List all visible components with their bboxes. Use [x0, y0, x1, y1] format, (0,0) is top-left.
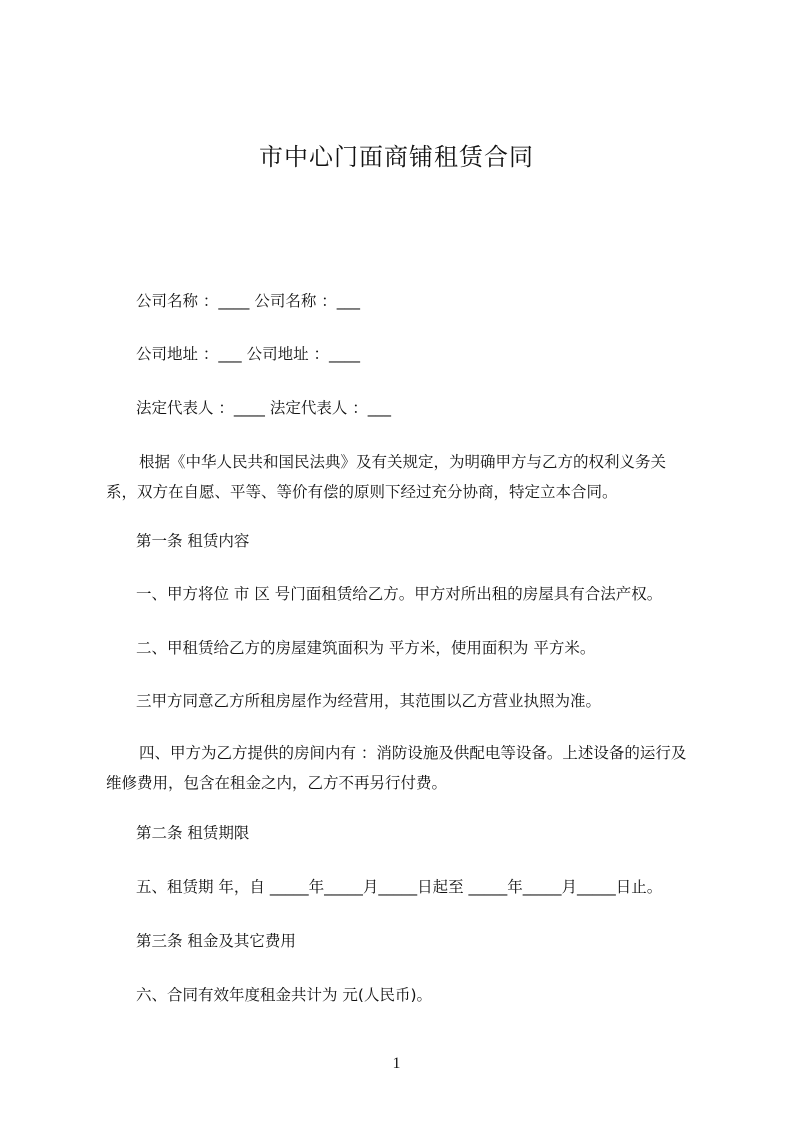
clause-4: 四、甲方为乙方提供的房间内有 ：消防设施及供配电等设备。上述设备的运行及维修费用，包含在租金之内，乙方不再另行付费。 [106, 744, 687, 792]
preamble-paragraph: 根据《中华人民共和国民法典》及有关规定，为明确甲方与乙方的权利义务关系，双方在自愿、平等、等价有偿的原则下经过充分协商，特定立本合同。 [106, 453, 667, 501]
clause-1: 一、甲方将位 市 区 号门面租赁给乙方。甲方对所出租的房屋具有合法产权。 [136, 585, 663, 603]
page-number: 1 [392, 1055, 401, 1072]
party-company-name: 公司名称 ：____ 公司名称 ：___ [136, 292, 361, 310]
party-company-address: 公司地址 ：___ 公司地址 ：____ [136, 345, 361, 363]
article-2-heading: 第二条 租赁期限 [136, 824, 250, 842]
clause-5: 五、租赁期 年，自 _____年_____月_____日起至 _____年_____月_____日止。 [136, 878, 663, 896]
clause-3: 三甲方同意乙方所租房屋作为经营用，其范围以乙方营业执照为准。 [136, 692, 602, 710]
clause-2: 二、甲租赁给乙方的房屋建筑面积为 平方米，使用面积为 平方米。 [136, 639, 596, 657]
clause-6: 六、合同有效年度租金共计为 元(人民币)。 [136, 986, 433, 1004]
party-legal-representative: 法定代表人 ：____ 法定代表人 ：___ [136, 399, 392, 417]
article-1-heading: 第一条 租赁内容 [136, 532, 250, 550]
document-title: 市中心门面商铺租赁合同 [259, 143, 534, 171]
article-3-heading: 第三条 租金及其它费用 [136, 932, 296, 950]
